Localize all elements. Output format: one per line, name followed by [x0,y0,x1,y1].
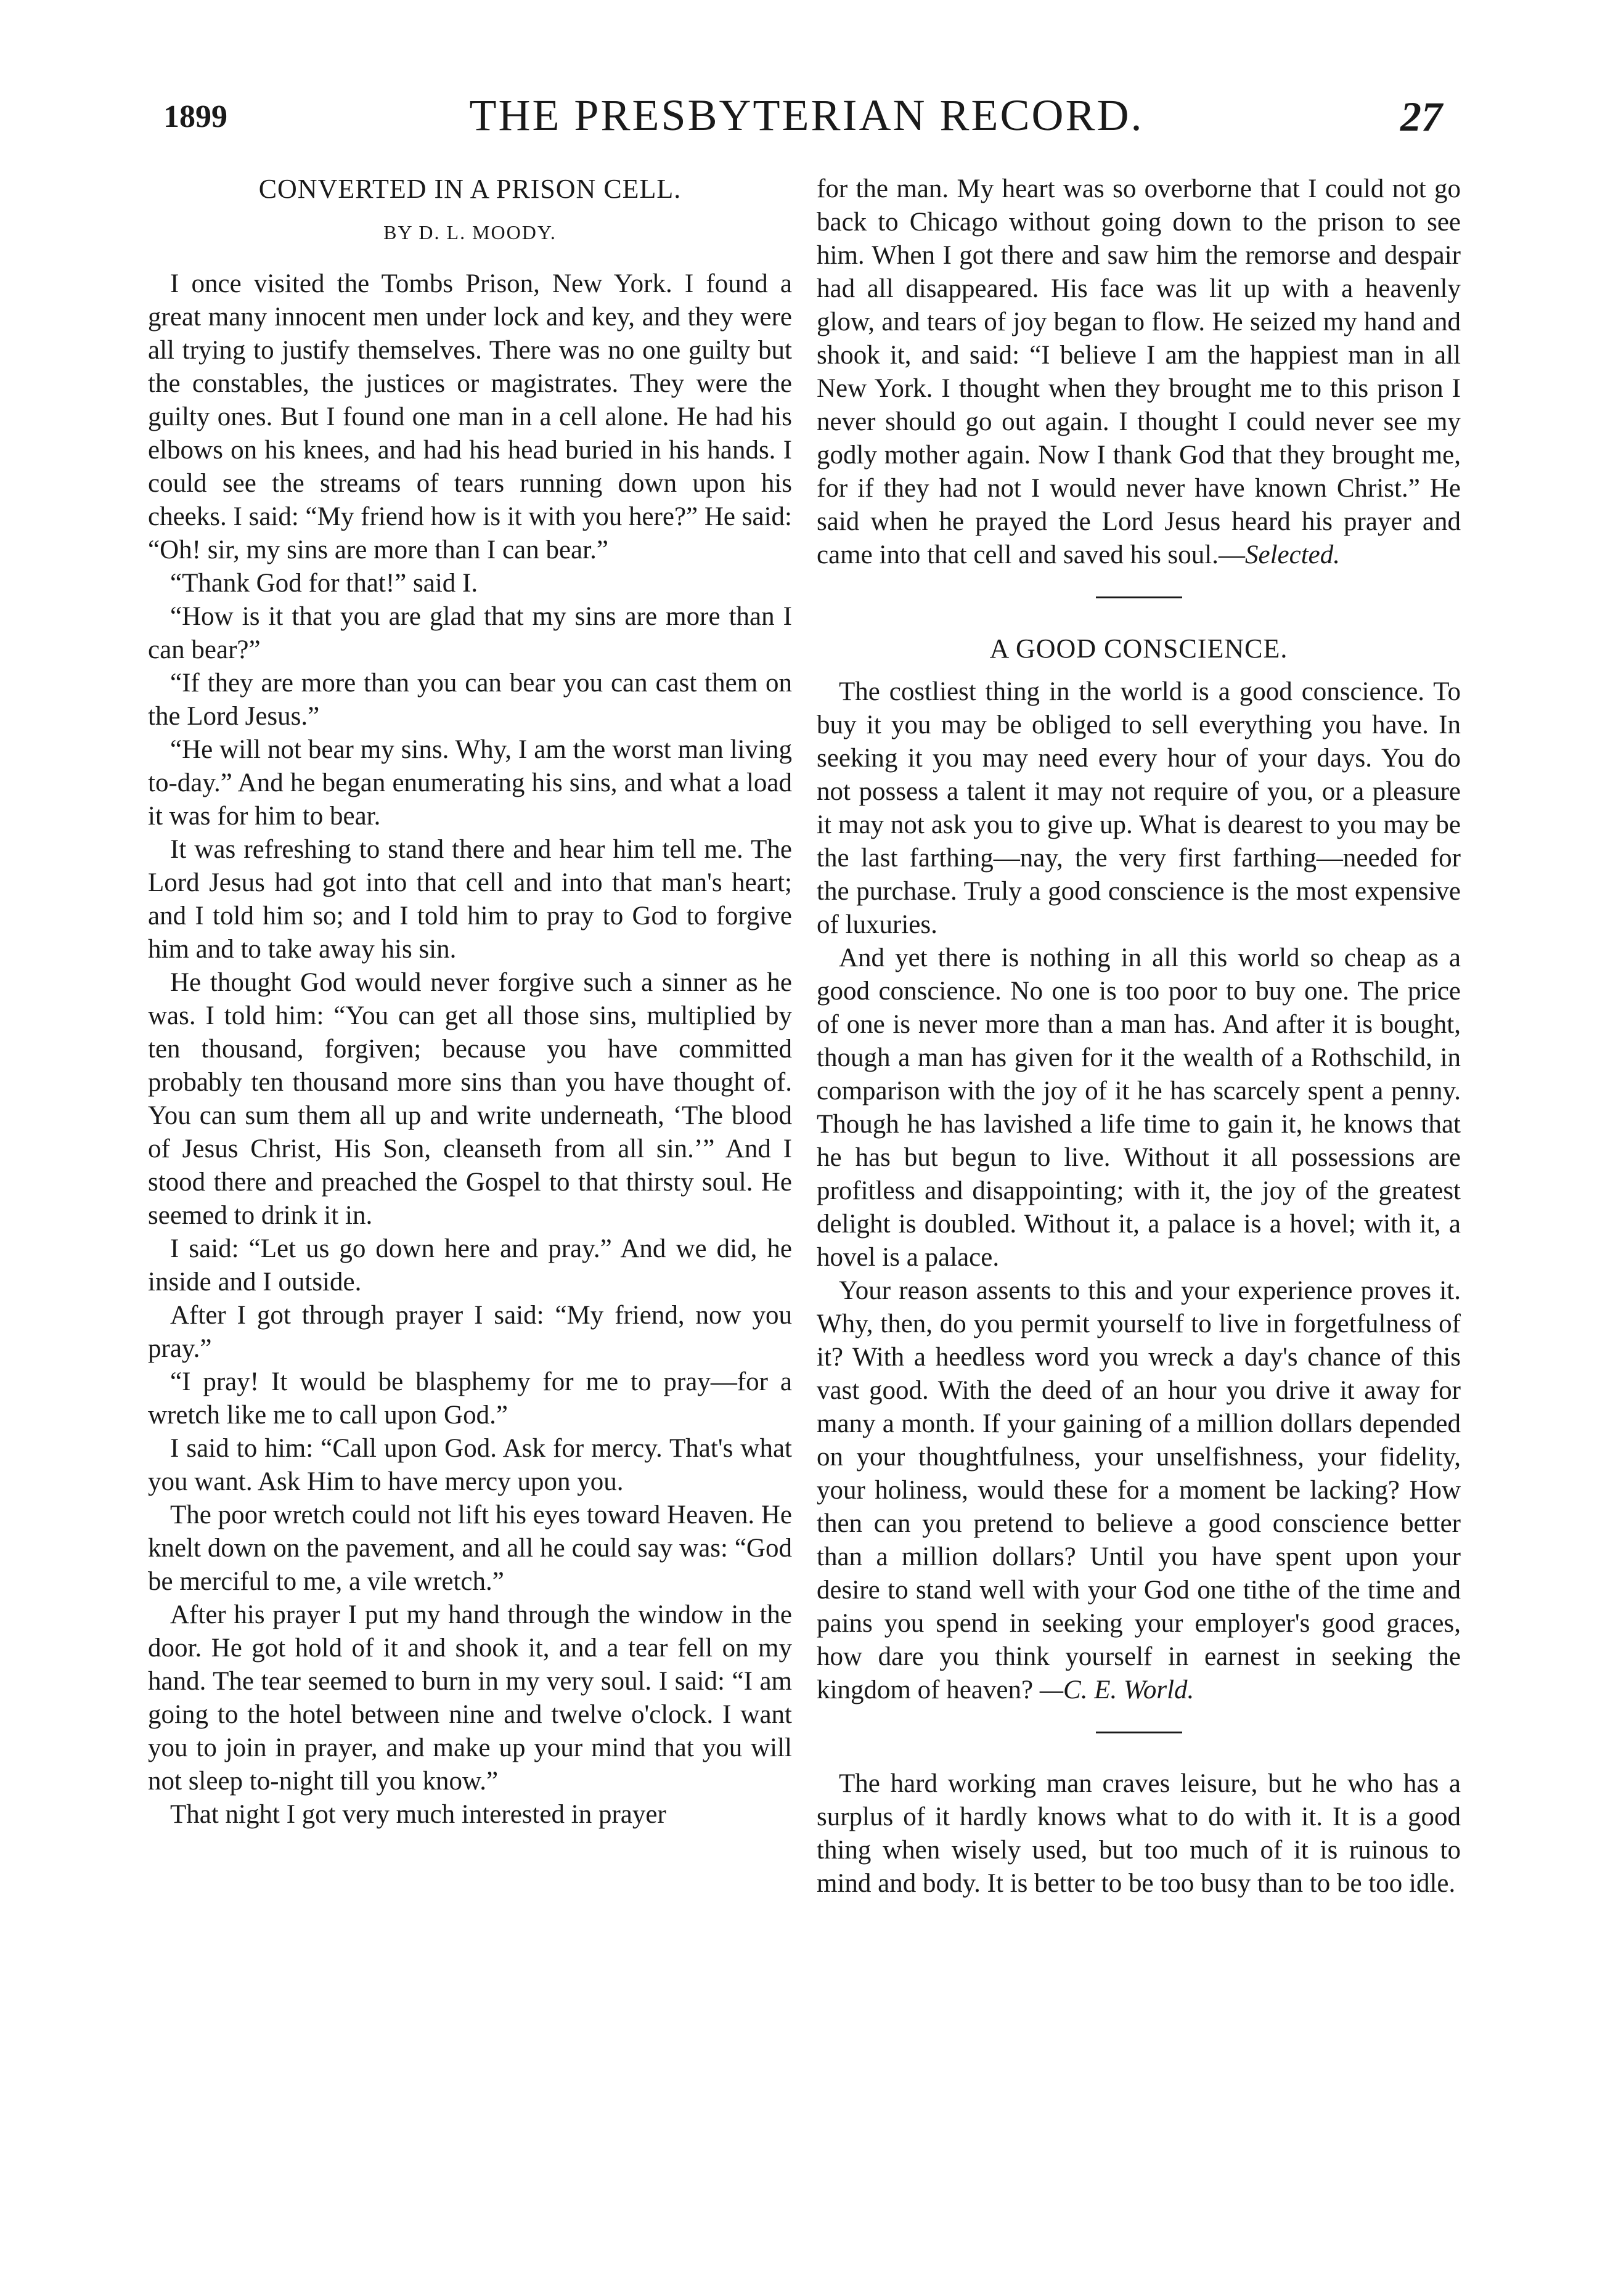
article1-paragraph: After I got through prayer I said: “My friend, now you pray.” [148,1301,792,1363]
article1-paragraph: That night I got very much interested in prayer [170,1800,666,1829]
article-byline: BY D. L. MOODY. [383,221,557,243]
left-column [148,173,792,1831]
article1-paragraph: He thought God would never forgive such a sinner as he was. I told him: “You can get all those sins, multiplied by ten thousand, forgiven; because you have committed probably ten thousand more sins than you have thought of. You can sum them all up and write underneath, ‘The blood of Jesus Christ, His Son, cleanseth from all sin.’” And I stood there and preached the Gospel to that thirsty soul. He seemed to drink it in. [148,968,792,1230]
article2-paragraph [817,1274,1461,1707]
article1-continuation [817,173,1461,572]
article1-continuation-text: for the man. My heart was so overborne that I could not go back to Chicago without going down to the prison to see him. When I got there and saw him the remorse and despair had all disappeared. His face was lit up with a heavenly glow, and tears of joy began to flow. He seized my hand and shook it, and said: “I believe I am the happiest man in all New York. I thought when they brought me to this prison I never should go out again. I thought I could never see my godly mother again. Now I thank God that they brought me, for if they had not I would never have known Christ.” He said when he prayed the Lord Jesus heard his prayer and came into that cell and saved his soul.— [817,174,1461,569]
filler-paragraph: The hard working man craves leisure, but he who has a surplus of it hardly knows what to do with it. It is a good thing when wisely used, but too much of it is ruinous to mind and body. It is better to be too busy than to be too idle. [817,1769,1461,1898]
article-title-conscience: A GOOD CONSCIENCE. [989,633,1288,664]
page-number: 27 [1400,93,1442,140]
right-column [817,173,1461,1900]
article-title-converted: CONVERTED IN A PRISON CELL. [258,174,682,204]
article1-paragraph: The poor wretch could not lift his eyes toward Heaven. He knelt down on the pavement, and all he could say was: “God be merciful to me, a vile wretch.” [148,1500,792,1596]
issue-year: 1899 [163,99,227,134]
article1-paragraph: “He will not bear my sins. Why, I am the worst man living to-day.” And he began enumerating his sins, and what a load it was for him to bear. [148,735,792,831]
article2-last-text: Your reason assents to this and your experience proves it. Why, then, do you permit yourself to live in forgetfulness of it? With a heedless word you wreck a day's chance of this vast good. With the deed of an hour you drive it away for many a month. If your gaining of a million dollars depended on your thoughtfulness, your unselfishness, your fidelity, your holiness, would these for a moment be lacking? How then can you pretend to believe a good conscience better than a million dollars? Until you have spent upon your desire to stand well with your God one tithe of the time and pains you spend in seeking your employer's good graces, how dare you think yourself in earnest in seeking the kingdom of heaven? [817,1276,1461,1704]
article1-paragraph: “Thank God for that!” said I. [170,569,478,598]
section-divider [1096,596,1182,598]
article1-paragraph: “If they are more than you can bear you can cast them on the Lord Jesus.” [148,669,792,731]
article1-paragraph: I said to him: “Call upon God. Ask for mercy. That's what you want. Ask Him to have mercy upon you. [148,1434,792,1496]
publication-title: THE PRESBYTERIAN RECORD. [469,91,1144,140]
article1-paragraph: “How is it that you are glad that my sins are more than I can bear?” [148,602,792,664]
article1-credit: Selected. [1245,540,1340,569]
article1-paragraph: I once visited the Tombs Prison, New York. I found a great many innocent men under lock and key, and they were all trying to justify themselves. There was no one guilty but the constables, the justices or magistrates. They were the guilty ones. But I found one man in a cell alone. He had his elbows on his knees, and had his head buried in his hands. I could see the streams of tears running down upon his cheeks. I said: “My friend how is it with you here?” He said: “Oh! sir, my sins are more than I can bear.” [148,269,792,564]
article1-paragraph: I said: “Let us go down here and pray.” And we did, he inside and I outside. [148,1234,792,1297]
masthead [0,74,1613,173]
section-divider [1096,1732,1182,1733]
article2-paragraph: And yet there is nothing in all this world so cheap as a good conscience. No one is too poor to buy one. The price of one is never more than a man has. And after it is bought, though a man has given for it the wealth of a Rothschild, in comparison with the joy of it he has scarcely spent a penny. Though he has lavished a life time to gain it, he knows that he has but begun to live. Without it all possessions are profitless and disappointing; with it, the joy of the greatest delight is doubled. Without it, a palace is a hovel; with it, a hovel is a palace. [817,943,1461,1272]
article1-paragraph: After his prayer I put my hand through the window in the door. He got hold of it and shook it, and a tear fell on my hand. The tear seemed to burn in my very soul. I said: “I am going to the hotel between nine and twelve o'clock. I want you to join in prayer, and make up your mind that you will not sleep to-night till you know.” [148,1600,792,1796]
article2-paragraph: The costliest thing in the world is a good conscience. To buy it you may be obliged to sell everything you have. In seeking it you may need every hour of your days. You do not possess a talent it may not require of you, or a pleasure it may not ask you to give up. What is dearest to you may be the last farthing—nay, the very first farthing—needed for the purchase. Truly a good conscience is the most expensive of luxuries. [817,677,1461,939]
article1-paragraph: It was refreshing to stand there and hear him tell me. The Lord Jesus had got into that cell and into that man's heart; and I told him so; and I told him to pray to God to forgive him and to take away his sin. [148,835,792,964]
article2-credit: —C. E. World. [1039,1675,1194,1704]
article1-paragraph: “I pray! It would be blasphemy for me to pray—for a wretch like me to call upon God.” [148,1367,792,1430]
